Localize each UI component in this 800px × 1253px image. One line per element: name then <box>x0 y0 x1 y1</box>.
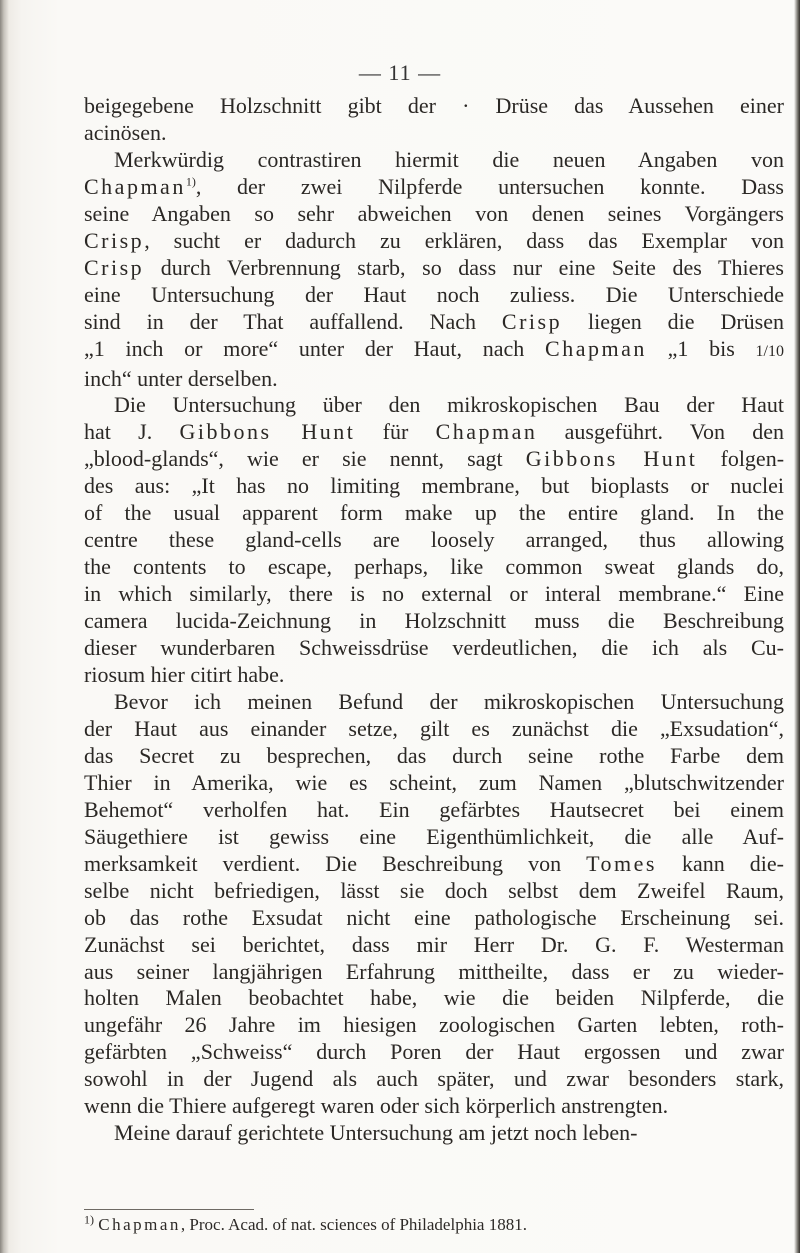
text-run: inch“ unter derselben. <box>84 365 278 391</box>
text-run: für <box>355 419 436 445</box>
text-run: Meine darauf gerichtete Untersuchung am jetzt noch leben- <box>114 1120 638 1146</box>
text-run: camera lucida-Zeichnung in Holzschnitt muss die Beschreibung <box>84 608 784 634</box>
text-line <box>84 419 784 446</box>
spaced-name: Crisp <box>501 308 563 334</box>
text-run: dieser wunderbaren Schweissdrüse verdeutlichen, die ich als Cu- <box>84 635 784 661</box>
footnote-reference: 1) <box>185 174 196 189</box>
spaced-name: Gibbons Hunt <box>179 419 356 445</box>
page-right-edge-shadow <box>794 0 800 1253</box>
text-run: Behemot“ verholfen hat. Ein gefärbtes Hautsecret bei einem <box>84 796 784 822</box>
text-run: the contents to escape, perhaps, like common sweat glands do, <box>84 554 784 580</box>
text-run: Zunächst sei berichtet, dass mir Herr Dr. G. F. Westerman <box>84 931 784 957</box>
spaced-name: Gibbons Hunt <box>525 446 698 472</box>
text-run: hat J. <box>84 419 180 445</box>
text-run: liegen die Drüsen <box>562 308 784 334</box>
text-line <box>84 1120 784 1147</box>
text-line <box>84 228 784 255</box>
text-line <box>84 147 784 174</box>
text-run: der Haut aus einander setze, gilt es zunächst die „Exsudation“, <box>84 715 784 741</box>
text-run: durch Verbrennung starb, so dass nur eine Seite des Thieres <box>144 254 784 280</box>
text-run: of the usual apparent form make up the entire gland. In the <box>84 500 784 526</box>
text-line <box>84 959 784 986</box>
text-line <box>84 120 784 147</box>
text-run: ob das rothe Exsudat nicht eine pathologische Erscheinung sei. <box>84 904 784 930</box>
text-line <box>84 446 784 473</box>
text-line <box>84 716 784 743</box>
text-line <box>84 1093 784 1120</box>
footnote-author: Chapman <box>98 1215 181 1234</box>
text-line <box>84 1039 784 1066</box>
text-run: Säugethiere ist gewiss eine Eigenthümlichkeit, die alle Auf- <box>84 823 784 849</box>
text-line <box>84 392 784 419</box>
text-line <box>84 366 784 393</box>
text-line <box>84 309 784 336</box>
text-run: ausgeführt. Von den <box>537 419 784 445</box>
text-run: aus seiner langjährigen Erfahrung mittheilte, dass er zu wieder- <box>84 958 784 984</box>
text-run: beigegebene Holzschnitt gibt der · Drüse das Aussehen einer <box>84 93 784 118</box>
footnote <box>84 1214 784 1236</box>
text-line <box>84 662 784 689</box>
text-line <box>84 608 784 635</box>
fraction: 1/10 <box>755 342 784 360</box>
body-text <box>84 93 784 1147</box>
text-line <box>84 635 784 662</box>
text-run: acinösen. <box>84 119 167 145</box>
text-run: riosum hier citirt habe. <box>84 662 285 688</box>
text-line <box>84 500 784 527</box>
page-left-edge-shadow <box>0 0 9 1253</box>
text-run: Die Untersuchung über den mikroskopischen Bau der Haut <box>114 392 784 418</box>
text-run: , sucht er dadurch zu erklären, dass das Exemplar von <box>144 227 784 253</box>
text-run: selbe nicht befriedigen, lässt sie doch selbst dem Zweifel Raum, <box>84 877 784 903</box>
text-line <box>84 797 784 824</box>
spaced-name: Chapman <box>435 419 538 445</box>
text-run: merksamkeit verdient. Die Beschreibung von <box>84 850 587 876</box>
spaced-name: Crisp <box>84 227 145 253</box>
text-run: „1 bis <box>646 335 756 361</box>
text-run: Bevor ich meinen Befund der mikroskopischen Untersuchung <box>114 688 784 714</box>
text-run: sind in der That auffallend. Nach <box>84 308 502 334</box>
text-line <box>84 473 784 500</box>
text-line <box>84 336 784 366</box>
text-run: kann die- <box>656 850 785 876</box>
text-run: gefärbten „Schweiss“ durch Poren der Haut ergossen und zwar <box>84 1039 784 1065</box>
text-run: Thier in Amerika, wie es scheint, zum Namen „blutschwitzender <box>84 769 784 795</box>
text-run: holten Malen beobachtet habe, wie die beiden Nilpferde, die <box>84 985 784 1011</box>
text-run: eine Untersuchung der Haut noch zuliess. Die Unterschiede <box>84 281 784 307</box>
text-run: seine Angaben so sehr abweichen von denen seines Vorgängers <box>84 200 784 226</box>
text-line <box>84 851 784 878</box>
text-line <box>84 905 784 932</box>
text-run: folgen- <box>697 446 785 472</box>
spaced-name: Crisp <box>84 254 145 280</box>
text-line <box>84 743 784 770</box>
text-run: „blood-glands“, wie er sie nennt, sagt <box>84 446 526 472</box>
text-line <box>84 1012 784 1039</box>
text-run: des aus: „It has no limiting membrane, but bioplasts or nuclei <box>84 473 784 499</box>
spaced-name: Tomes <box>586 850 657 876</box>
text-run: Merkwürdig contrastiren hiermit die neuen Angaben von <box>114 146 784 172</box>
text-run: „1 inch or more“ unter der Haut, nach <box>84 335 546 361</box>
text-line <box>84 282 784 309</box>
text-line <box>84 554 784 581</box>
text-line <box>84 878 784 905</box>
footnote-rule <box>84 1209 254 1210</box>
text-run: , der zwei Nilpferde untersuchen konnte. Dass <box>195 173 784 199</box>
text-line <box>84 255 784 282</box>
text-run: wenn die Thiere aufgeregt waren oder sich körperlich anstrengten. <box>84 1093 669 1119</box>
text-run: in which similarly, there is no external or interal membrane.“ Eine <box>84 581 784 607</box>
text-line <box>84 824 784 851</box>
text-run: sowohl in der Jugend als auch später, und zwar besonders stark, <box>84 1066 784 1092</box>
text-line <box>84 527 784 554</box>
text-line <box>84 174 784 201</box>
page-number: — 11 — <box>358 60 442 85</box>
text-run: centre these gland-cells are loosely arranged, thus allowing <box>84 527 784 553</box>
footnote-text: , Proc. Acad. of nat. sciences of Philadelphia 1881. <box>180 1215 527 1234</box>
spaced-name: Chapman <box>545 335 647 361</box>
footnote-marker: 1) <box>84 1212 94 1227</box>
text-line <box>84 985 784 1012</box>
text-run: das Secret zu besprechen, das durch seine rothe Farbe dem <box>84 742 784 768</box>
text-line <box>84 581 784 608</box>
text-line <box>84 770 784 797</box>
text-line <box>84 201 784 228</box>
text-run: ungefähr 26 Jahre im hiesigen zoologischen Garten lebten, roth- <box>84 1012 784 1038</box>
text-line <box>84 93 784 120</box>
text-line <box>84 932 784 959</box>
text-line <box>84 1066 784 1093</box>
text-line <box>84 689 784 716</box>
spaced-name: Chapman <box>84 173 186 199</box>
